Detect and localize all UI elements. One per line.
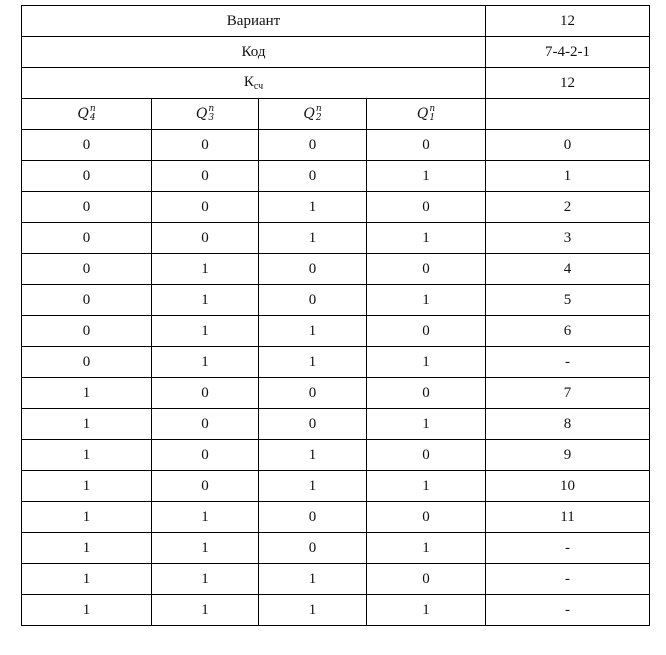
cell-q1: 0 [367, 130, 486, 161]
table-row [22, 130, 650, 161]
cell-q1: 1 [367, 285, 486, 316]
table-row [22, 161, 650, 192]
cell-q2: 0 [259, 254, 367, 285]
table-row [22, 316, 650, 347]
code-label: Код [22, 37, 486, 68]
cell-q4: 0 [22, 161, 152, 192]
cell-q1: 0 [367, 502, 486, 533]
cell-value: 2 [486, 192, 650, 223]
cell-q1: 1 [367, 533, 486, 564]
cell-q3: 0 [152, 130, 259, 161]
variant-value: 12 [486, 6, 650, 37]
cell-q3: 1 [152, 502, 259, 533]
table-row [22, 223, 650, 254]
header-row [22, 99, 650, 130]
cell-value: 11 [486, 502, 650, 533]
cell-q3: 1 [152, 347, 259, 378]
table-row [22, 502, 650, 533]
cell-value: 5 [486, 285, 650, 316]
cell-q3: 0 [152, 223, 259, 254]
cell-q3: 0 [152, 378, 259, 409]
cell-q4: 1 [22, 409, 152, 440]
cell-q3: 0 [152, 409, 259, 440]
cell-q1: 0 [367, 440, 486, 471]
cell-q2: 0 [259, 285, 367, 316]
cell-q3: 1 [152, 595, 259, 626]
cell-q1: 1 [367, 223, 486, 254]
cell-q4: 0 [22, 223, 152, 254]
cell-q1: 0 [367, 192, 486, 223]
cell-q1: 1 [367, 595, 486, 626]
cell-q1: 0 [367, 564, 486, 595]
ksch-value: 12 [486, 68, 650, 99]
cell-q2: 0 [259, 161, 367, 192]
table-row [22, 533, 650, 564]
cell-q1: 0 [367, 254, 486, 285]
cell-q1: 1 [367, 471, 486, 502]
cell-q2: 1 [259, 192, 367, 223]
cell-value: 9 [486, 440, 650, 471]
cell-q4: 0 [22, 130, 152, 161]
cell-q3: 0 [152, 161, 259, 192]
cell-value: 4 [486, 254, 650, 285]
variant-label: Вариант [22, 6, 486, 37]
code-value: 7-4-2-1 [486, 37, 650, 68]
header-q2: Q n 2 [259, 99, 367, 130]
cell-q4: 0 [22, 347, 152, 378]
cell-q4: 1 [22, 595, 152, 626]
table-row [22, 409, 650, 440]
table-row [22, 564, 650, 595]
cell-q3: 1 [152, 564, 259, 595]
table-row [22, 254, 650, 285]
cell-q3: 0 [152, 471, 259, 502]
table-row [22, 285, 650, 316]
header-q1: Q n 1 [367, 99, 486, 130]
header-value [486, 99, 650, 130]
code-row [22, 37, 650, 68]
cell-q1: 1 [367, 409, 486, 440]
cell-q2: 1 [259, 595, 367, 626]
cell-q4: 0 [22, 254, 152, 285]
cell-q4: 0 [22, 285, 152, 316]
truth-table [21, 5, 650, 626]
table-row [22, 347, 650, 378]
cell-value: 10 [486, 471, 650, 502]
cell-q1: 0 [367, 378, 486, 409]
cell-q3: 1 [152, 254, 259, 285]
cell-q1: 0 [367, 316, 486, 347]
variant-row [22, 6, 650, 37]
cell-value: 7 [486, 378, 650, 409]
table-row [22, 595, 650, 626]
cell-value: - [486, 564, 650, 595]
ksch-row [22, 68, 650, 99]
cell-q3: 1 [152, 533, 259, 564]
cell-q4: 1 [22, 564, 152, 595]
cell-value: - [486, 347, 650, 378]
cell-value: 3 [486, 223, 650, 254]
cell-q2: 1 [259, 316, 367, 347]
table-row [22, 192, 650, 223]
cell-q4: 1 [22, 533, 152, 564]
cell-value: - [486, 595, 650, 626]
cell-q4: 1 [22, 502, 152, 533]
cell-q4: 0 [22, 316, 152, 347]
cell-q2: 0 [259, 409, 367, 440]
cell-q2: 1 [259, 440, 367, 471]
header-q4: Q n 4 [22, 99, 152, 130]
cell-q3: 0 [152, 440, 259, 471]
cell-q3: 1 [152, 316, 259, 347]
cell-q4: 1 [22, 378, 152, 409]
cell-q2: 0 [259, 130, 367, 161]
cell-q4: 1 [22, 471, 152, 502]
table-row [22, 471, 650, 502]
cell-q2: 0 [259, 378, 367, 409]
table-row [22, 378, 650, 409]
cell-q2: 1 [259, 223, 367, 254]
cell-q1: 1 [367, 161, 486, 192]
header-q3: Q n 3 [152, 99, 259, 130]
cell-q2: 1 [259, 471, 367, 502]
ksch-label: $К_{сч}$ [22, 68, 486, 99]
cell-value: - [486, 533, 650, 564]
cell-q4: 0 [22, 192, 152, 223]
cell-q4: 1 [22, 440, 152, 471]
cell-q2: 0 [259, 502, 367, 533]
cell-value: 1 [486, 161, 650, 192]
cell-q2: 0 [259, 533, 367, 564]
cell-value: 6 [486, 316, 650, 347]
table-row [22, 440, 650, 471]
cell-q3: 0 [152, 192, 259, 223]
cell-value: 0 [486, 130, 650, 161]
cell-value: 8 [486, 409, 650, 440]
cell-q2: 1 [259, 347, 367, 378]
cell-q3: 1 [152, 285, 259, 316]
cell-q2: 1 [259, 564, 367, 595]
cell-q1: 1 [367, 347, 486, 378]
